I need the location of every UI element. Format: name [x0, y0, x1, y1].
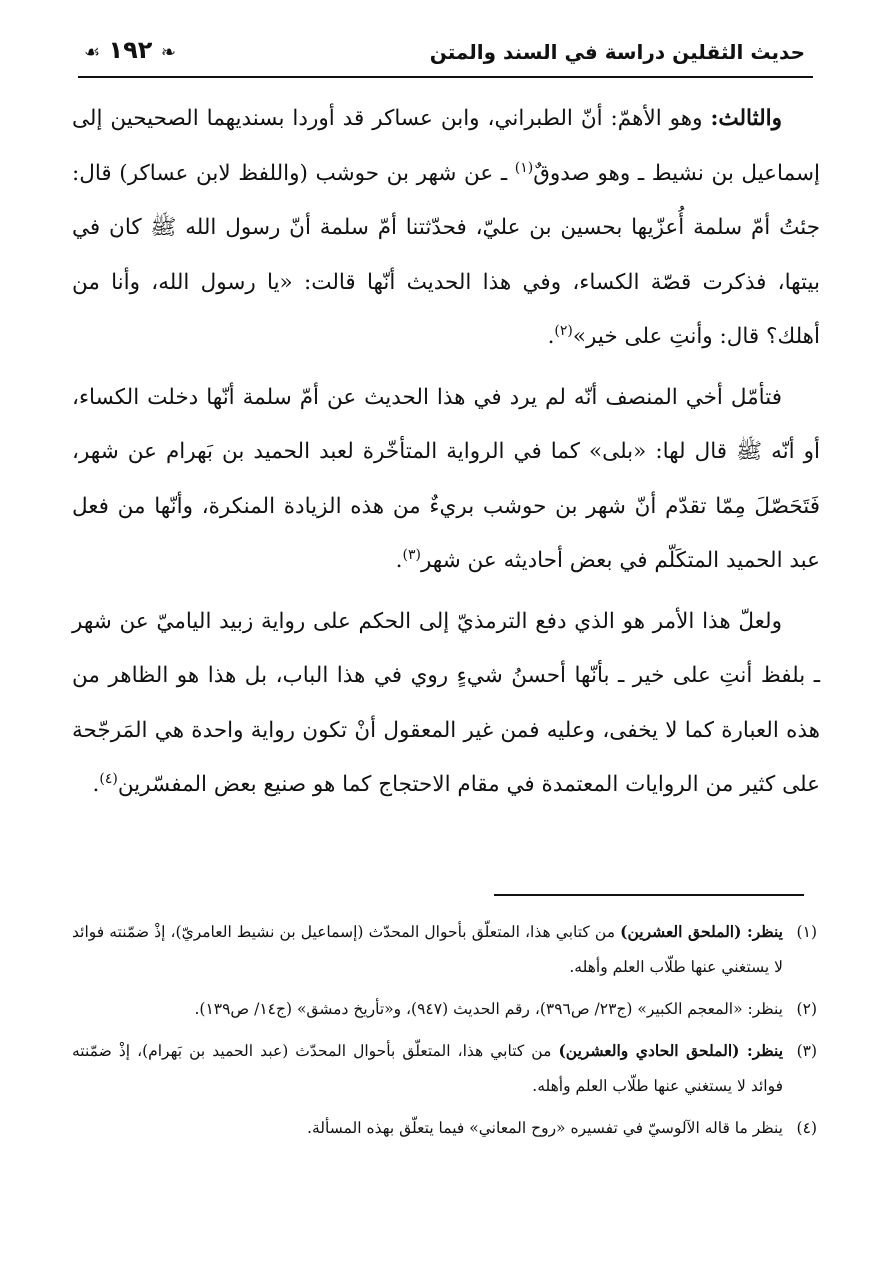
footnote-lead: ينظر: (الملحق الحادي والعشرين) — [558, 1041, 784, 1060]
paragraph-text: ـ عن شهر بن حوشب (واللفظ لابن عساكر) قال: جئتُ أمّ سلمة أُعزّيها بحسين بن عليّ، فحدّثتنا أمّ سلمة أنّ رسول الله ﷺ كان في بيتها، فذكرت قصّة الكساء، وفي هذا الحديث أنّها قالت: «يا رسول الله، وأنا من أهلك؟ قال: وأنتِ على خير» — [72, 160, 820, 349]
paragraph-text: فتأمّل أخي المنصف أنّه لم يرد في هذا الحديث عن أمّ سلمة أنّها دخلت الكساء، أو أنّه ﷺ قال لها: «بلى» كما في الرواية المتأخّرة لعبد الحميد بن بَهرام عن شهر، فَتَحَصّلَ مِمّا تقدّم أنّ شهر بن حوشب بريءٌ من هذه الزيادة المنكرة، وأنّها من فعل عبد الحميد المتكَلّم في بعض أحاديثه عن شهر — [72, 384, 820, 573]
footnote-ref-3[interactable]: (٣) — [402, 546, 421, 563]
ornament-left: ❧ — [160, 42, 176, 63]
paragraph-text: . — [92, 772, 100, 797]
page-number — [84, 36, 176, 64]
paragraph-text: ولعلّ هذا الأمر هو الذي دفع الترمذيّ إلى الحكم على رواية زبيد الياميّ عن شهر ـ بلفظ أنتِ على خير ـ بأنّها أحسنُ شيءٍ روي في هذا الباب، بل هذا هو الظاهر من هذه العبارة كما لا يخفى، وعليه فمن غير المعقول أنْ تكون رواية واحدة هي المَرجّحة على كثير من الروايات المعتمدة في مقام الاحتجاج كما هو صنيع بعض المفسّرين — [72, 608, 820, 797]
footnote-ref-4[interactable]: (٤) — [99, 770, 118, 787]
paragraph-2 — [72, 371, 820, 589]
footnote-1 — [72, 914, 817, 985]
footnote-lead: ينظر: (الملحق العشرين) — [620, 922, 783, 941]
footnote-ref-1[interactable]: (١) — [514, 159, 534, 176]
paragraph-lead: والثالث: — [710, 106, 782, 131]
page-title: حديث الثقلين دراسة في السند والمتن — [429, 40, 805, 64]
footnote-3 — [72, 1033, 817, 1104]
paragraph-text: وهو الأهمّ: أنّ الطبراني، وابن عساكر قد أوردا بسنديهما الصحيحين إلى إسماعيل بن نشيط ـ وهو صدوقٌ — [72, 106, 820, 186]
footnotes — [72, 914, 817, 1152]
footnote-ref-2[interactable]: (٢) — [554, 322, 573, 339]
page-header — [78, 30, 813, 78]
footnote-separator — [494, 894, 804, 896]
paragraph-1 — [72, 92, 820, 365]
body-text — [72, 92, 820, 813]
paragraph-text: . — [547, 324, 555, 349]
footnote-number: (١) — [796, 923, 817, 941]
footnote-number: (٣) — [796, 1042, 818, 1060]
paragraph-3 — [72, 595, 820, 813]
ornament-right: ☙ — [84, 42, 101, 63]
footnote-4 — [72, 1110, 817, 1146]
footnote-number: (٤) — [796, 1119, 817, 1137]
footnote-text: ينظر ما قاله الآلوسيّ في تفسيره «روح المعاني» فيما يتعلّق بهذه المسألة. — [307, 1119, 783, 1137]
footnote-text: من كتابي هذا، المتعلّق بأحوال المحدّث (عبد الحميد بن بَهرام)، إذْ ضمّنته فوائد لا يستغني عنها طلّاب العلم وأهله. — [72, 1042, 783, 1095]
page-number-value: ١٩٢ — [108, 36, 153, 64]
paragraph-text: . — [395, 548, 403, 573]
footnote-number: (٢) — [796, 1000, 817, 1018]
footnote-text: ينظر: «المعجم الكبير» (ج٢٣/ ص٣٩٦)، رقم الحديث (٩٤٧)، و«تأريخ دمشق» (ج١٤/ ص١٣٩). — [194, 1000, 783, 1018]
footnote-text: من كتابي هذا، المتعلّق بأحوال المحدّث (إسماعيل بن نشيط العامريّ)، إذْ ضمّنته فوائد لا يستغني عنها طلّاب العلم وأهله. — [72, 923, 783, 976]
footnote-2 — [72, 991, 817, 1027]
